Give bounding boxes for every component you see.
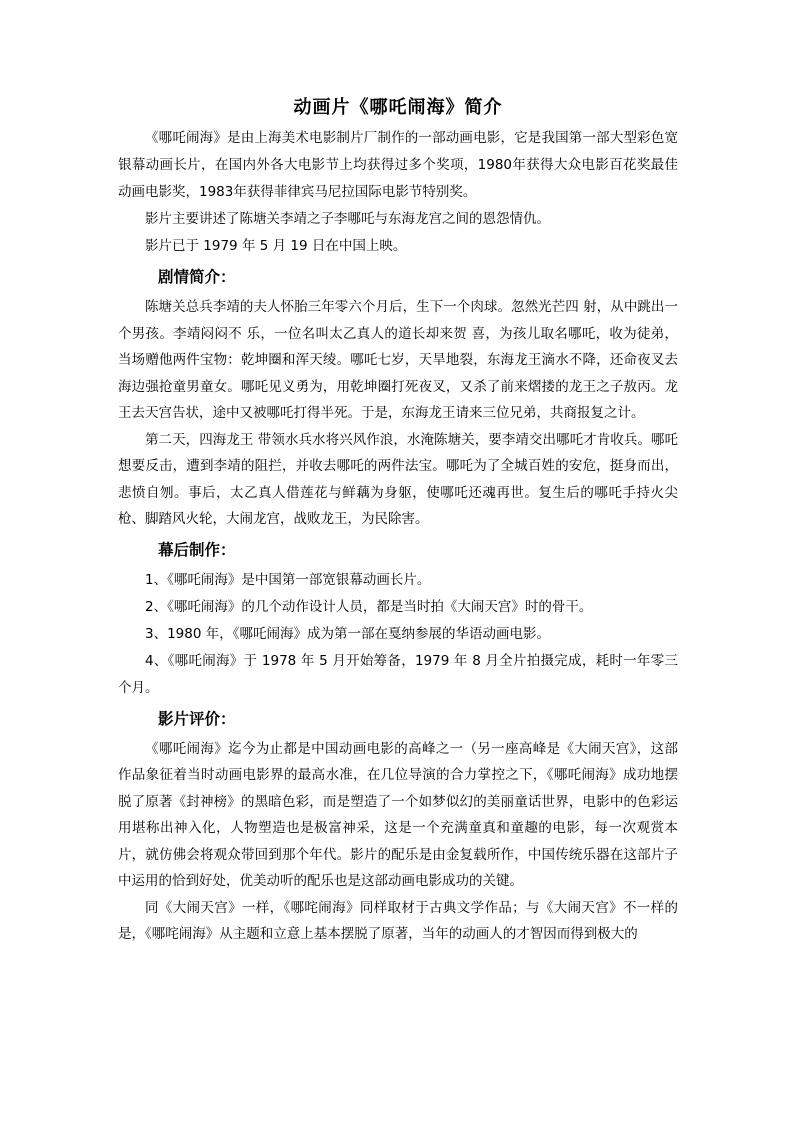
section-heading-plot: 剧情简介： <box>158 267 236 286</box>
section-heading-production: 幕后制作： <box>158 539 236 559</box>
document-page <box>118 96 678 948</box>
plot-paragraph-1: 陈塘关总兵李靖的夫人怀胎三年零六个月后，生下一个肉球。忽然光芒四 射，从中跳出一个男孩。李靖闷闷不 乐，一位名叫太乙真人的道长却来贺 喜，为孩儿取名哪吒，收为徒弟，当场赠他两件宝物：乾坤圈和浑天绫。哪吒七岁，天旱地裂，东海龙王滴水不降，还命夜叉去海边强抢童男童女。哪吒见义勇为，用乾坤圈打死夜叉，又杀了前来熠搂的龙王之子敖丙。龙王去天宫告状，途中又被哪吒打得半死。于是，东海龙王请来三位兄弟，共商报复之计。 <box>118 299 678 421</box>
production-item-3: 3、1980 年，《哪吒闹海》成为第一部在戛纳参展的华语动画电影。 <box>145 625 550 642</box>
production-item-4: 4、《哪吒闹海》于 1978 年 5 月开始筹备，1979 年 8 月全片拍摄完成，耗时一年零三个月。 <box>118 652 678 696</box>
review-paragraph-2: 同《大闹天宫》一样，《哪咤闹海》同样取材于古典文学作品；与《大闹天宫》不一样的是，《哪咤闹海》从主题和立意上基本摆脱了原著，当年的动画人的才智因而得到极大的 <box>118 899 678 942</box>
review-paragraph-1: 《哪吒闹海》迄今为止都是中国动画电影的高峰之一（另一座高峰是《大闹天宫》，这部作品象征着当时动画电影界的最高水准，在几位导演的合力掌控之下，《哪吒闹海》成功地摆脱了原著《封神榜》的黑暗色彩，而是塑造了一个如梦似幻的美丽童话世界，电影中的色彩运用堪称出神入化，人物塑造也是极富神采，这是一个充满童真和童趣的电影，每一次观赏本片，就仿佛会将观众带回到那个年代。影片的配乐是由金复载所作，中国传统乐器在这部片子中运用的恰到好处，优美动听的配乐也是这部动画电影成功的关键。 <box>118 740 678 889</box>
production-item-2: 2、《哪吒闹海》的几个动作设计人员，都是当时拍《大闹天宫》时的骨干。 <box>145 598 593 615</box>
production-item-1: 1、《哪吒闹海》是中国第一部宽银幕动画长片。 <box>145 571 431 588</box>
intro-paragraph-2: 影片主要讲述了陈塘关李靖之子李哪吒与东海龙宫之间的恩怨情仇。 <box>145 211 550 227</box>
section-heading-reviews: 影片评价： <box>158 708 236 728</box>
plot-paragraph-2: 第二天，四海龙王 带领水兵水将兴风作浪，水淹陈塘关，要李靖交出哪吒才肯收兵。哪吒想要反击，遭到李靖的阻拦，并收去哪吒的两件法宝。哪吒为了全城百姓的安危，挺身而出，悲愤自刎。事后，太乙真人借莲花与鲜藕为身躯，使哪吒还魂再世。复生后的哪吒手持火尖枪、脚踏风火轮，大闹龙宫，战败龙王，为民除害。 <box>118 431 678 527</box>
document-title: 动画片《哪吒闹海》简介 <box>293 97 503 118</box>
intro-paragraph-1: 《哪吒闹海》是由上海美术电影制片厂制作的一部动画电影，它是我国第一部大型彩色宽银幕动画长片，在国内外各大电影节上均获得过多个奖项，1980年获得大众电影百花奖最佳动画电影奖，1983年获得菲律宾马尼拉国际电影节特别奖。 <box>118 130 678 200</box>
intro-paragraph-3: 影片已于 1979 年 5 月 19 日在中国上映。 <box>145 238 407 254</box>
